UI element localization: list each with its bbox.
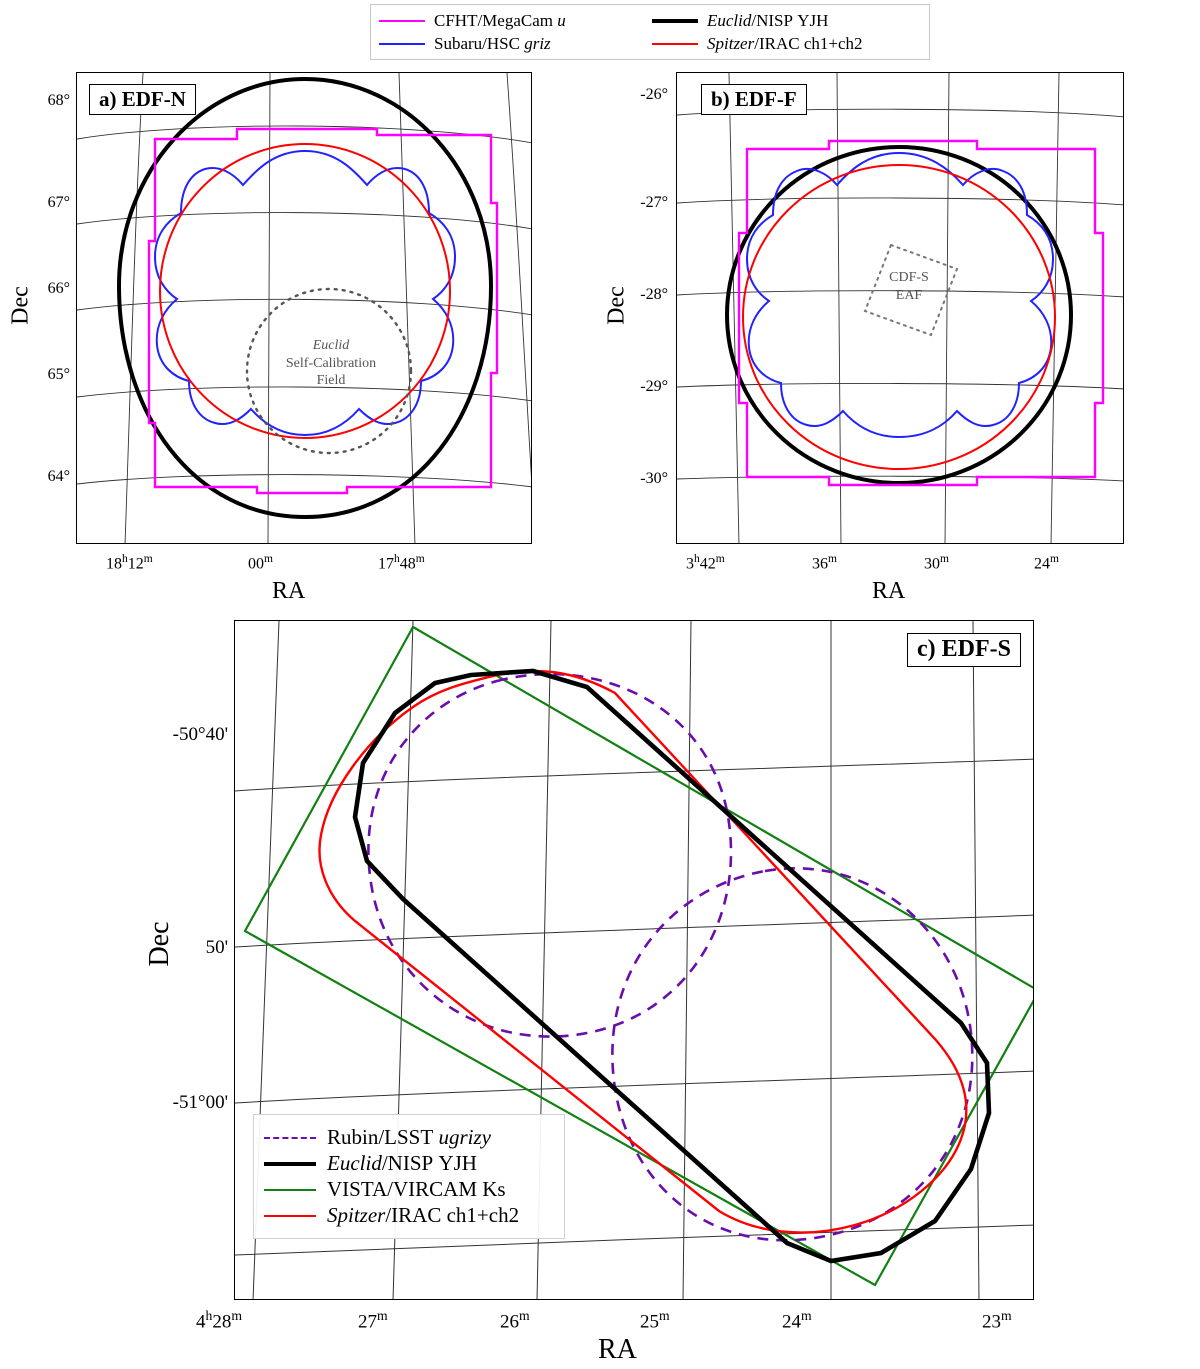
annotation-line-2: EAF xyxy=(895,287,923,303)
footprint-spitzer-irac-b xyxy=(743,165,1055,469)
legend-entry-rubin-lsst xyxy=(264,1127,554,1148)
panel-b-title: b) EDF-F xyxy=(701,84,807,115)
panel-edf-s xyxy=(234,620,1034,1300)
panel-b-ytick-1: -27° xyxy=(640,194,668,211)
panel-edf-n xyxy=(76,72,532,544)
legend-entry-euclid-nisp-c xyxy=(264,1153,554,1174)
panel-a-ytick-1: 67° xyxy=(47,194,70,211)
panel-a-ylabel: Dec xyxy=(7,286,34,325)
legend-entry-vista-vircam xyxy=(264,1179,554,1200)
legend-swatch-black xyxy=(264,1162,316,1166)
annotation-line-3: Field xyxy=(316,373,346,388)
legend-swatch-red xyxy=(264,1215,316,1217)
legend-entry-cfht-megacam-u xyxy=(379,12,648,29)
panel-b-ytick-4: -30° xyxy=(640,470,668,487)
legend-swatch-black xyxy=(652,19,698,23)
panel-a-ytick-3: 65° xyxy=(47,366,70,383)
legend-entry-subaru-hsc-griz xyxy=(379,35,648,52)
panel-b-ylabel: Dec xyxy=(603,286,630,325)
legend-swatch-green xyxy=(264,1189,316,1191)
panel-a-xtick-0: 18$^h$12$^m$ xyxy=(106,553,153,573)
panel-c-xtick-2: 26$^m$ xyxy=(500,1308,530,1333)
panel-b-xlabel: RA xyxy=(872,578,906,604)
panel-c-xtick-5: 23$^m$ xyxy=(982,1308,1012,1333)
graticule-ra-lines xyxy=(125,73,532,544)
graticule-ra-lines xyxy=(729,73,1059,544)
panel-c-ylabel: Dec xyxy=(144,921,175,967)
panel-c-xtick-1: 27$^m$ xyxy=(358,1308,388,1333)
panel-c-xlabel: RA xyxy=(598,1334,637,1365)
panel-a-xtick-2: 17$^h$48$^m$ xyxy=(378,553,425,573)
legend-label: CFHT/MegaCam u xyxy=(434,11,566,30)
panel-b-xtick-1: 36$^m$ xyxy=(812,553,837,573)
top-legend xyxy=(370,4,930,60)
legend-label: Euclid/NISP YJH xyxy=(707,11,829,30)
legend-label: Subaru/HSC griz xyxy=(434,34,551,53)
panel-b-xtick-3: 24$^m$ xyxy=(1034,553,1059,573)
panel-c-xtick-0: 4$^h$28$^m$ xyxy=(196,1308,242,1333)
legend-swatch-red xyxy=(652,43,698,45)
panel-b-ytick-0: -26° xyxy=(640,86,668,103)
panel-b-xtick-0: 3$^h$42$^m$ xyxy=(686,553,725,573)
legend-label: VISTA/VIRCAM Ks xyxy=(327,1177,506,1201)
panel-c-legend xyxy=(253,1114,565,1239)
legend-swatch-magenta xyxy=(379,20,425,22)
panel-a-xlabel: RA xyxy=(272,578,306,604)
legend-entry-spitzer-irac xyxy=(652,35,921,52)
annotation-line-1: Euclid xyxy=(312,338,350,353)
legend-label: Spitzer/IRAC ch1+ch2 xyxy=(327,1203,520,1227)
panel-a-plot xyxy=(77,73,532,544)
panel-a-ytick-2: 66° xyxy=(47,280,70,297)
panel-c-ytick-0: -50°40' xyxy=(172,724,228,745)
panel-b-ytick-2: -28° xyxy=(640,286,668,303)
legend-label: Spitzer/IRAC ch1+ch2 xyxy=(707,34,863,53)
panel-c-title: c) EDF-S xyxy=(907,633,1021,667)
panel-a-title: a) EDF-N xyxy=(89,84,196,115)
legend-swatch-purple-dashed xyxy=(264,1137,316,1139)
panel-a-ytick-0: 68° xyxy=(47,92,70,109)
panel-b-annotation xyxy=(863,269,955,304)
legend-label: Rubin/LSST ugrizy xyxy=(327,1125,491,1149)
panel-a-xtick-1: 00$^m$ xyxy=(248,553,273,573)
panel-a-annotation xyxy=(263,337,399,390)
annotation-line-2: Self-Calibration xyxy=(285,355,377,371)
panel-b-plot xyxy=(677,73,1124,544)
footprint-rubin-lsst-c xyxy=(368,674,731,1036)
legend-entry-euclid-nisp xyxy=(652,12,921,29)
panel-a-ytick-4: 64° xyxy=(47,468,70,485)
panel-edf-f xyxy=(676,72,1124,544)
legend-swatch-blue xyxy=(379,43,425,45)
legend-entry-spitzer-irac-c xyxy=(264,1205,554,1226)
legend-label: Euclid/NISP YJH xyxy=(327,1151,477,1175)
footprint-euclid-nisp-b xyxy=(727,147,1071,483)
panel-b-ytick-3: -29° xyxy=(640,378,668,395)
panel-b-xtick-2: 30$^m$ xyxy=(924,553,949,573)
panel-c-xtick-3: 25$^m$ xyxy=(640,1308,670,1333)
annotation-line-1: CDF-S xyxy=(889,270,929,285)
panel-c-xtick-4: 24$^m$ xyxy=(782,1308,812,1333)
panel-c-ytick-2: -51°00' xyxy=(172,1092,228,1113)
panel-c-ytick-1: 50' xyxy=(205,937,228,958)
